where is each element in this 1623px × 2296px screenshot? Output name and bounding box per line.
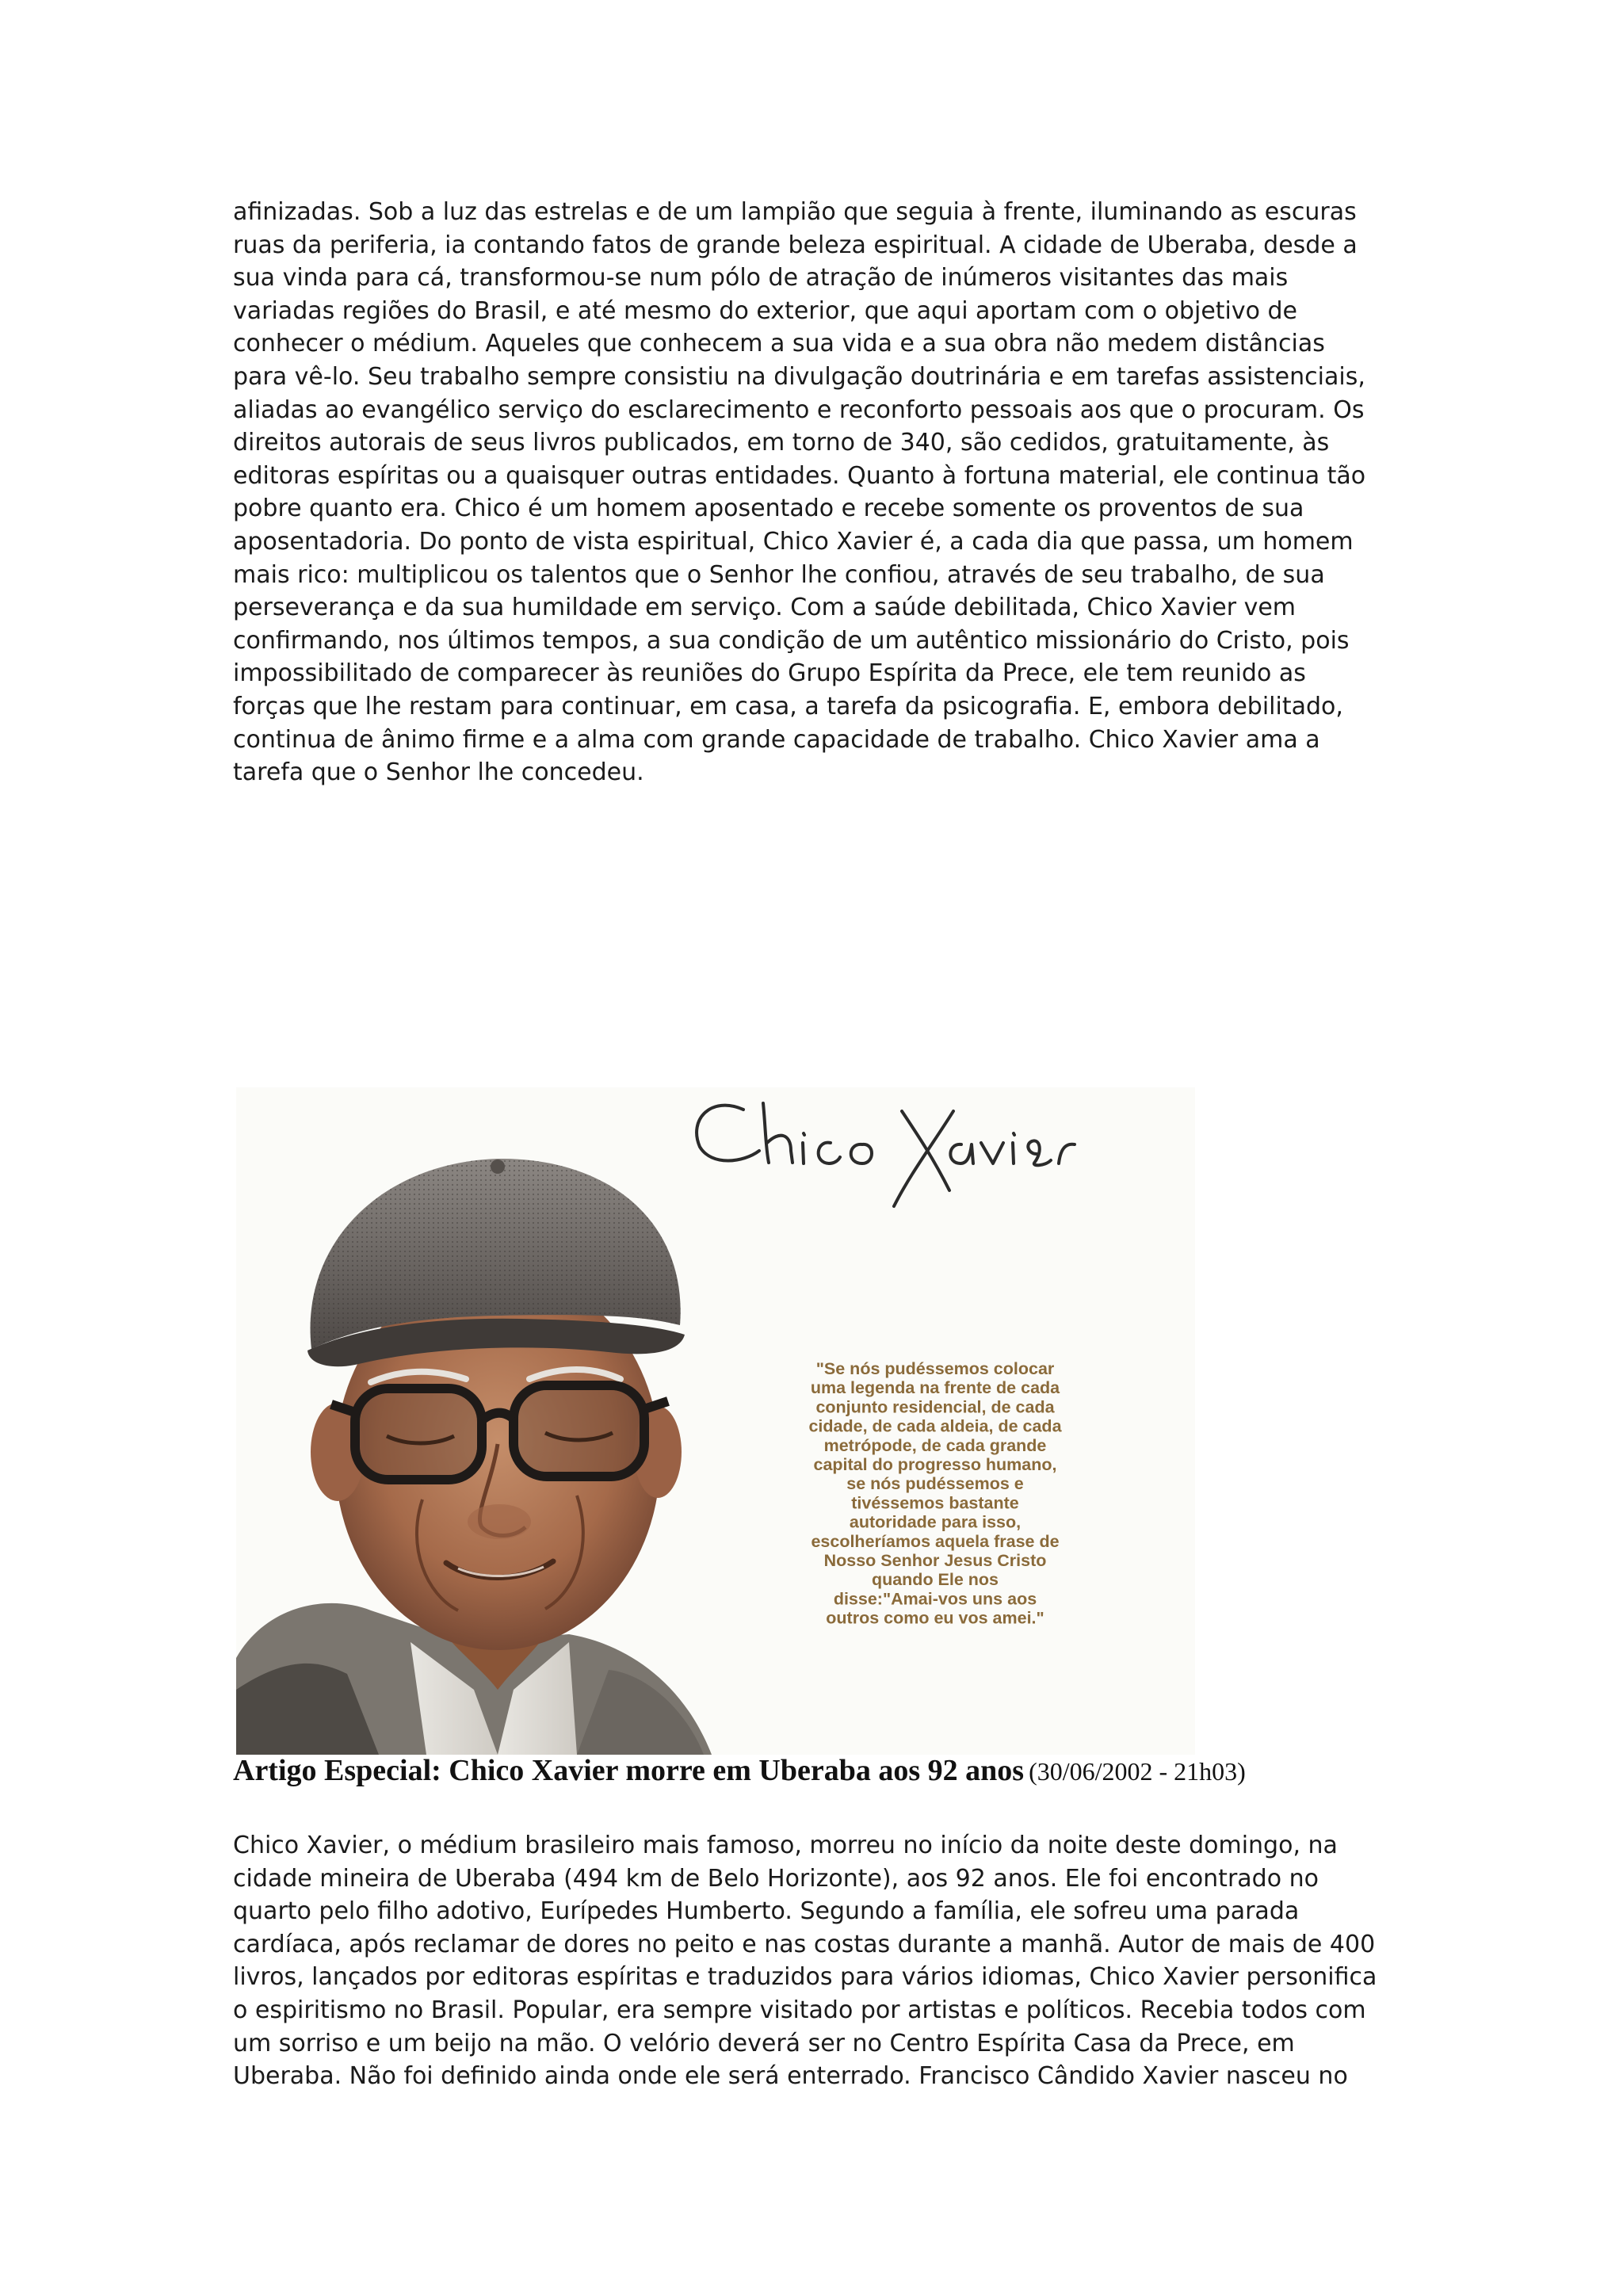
article-date: (30/06/2002 - 21h03)	[1029, 1757, 1246, 1786]
text-line: perseverança e da sua humildade em serviço. Com a saúde debilitada, Chico Xavier vem	[233, 594, 1296, 622]
text-line: cardíaca, após reclamar de dores no peito e nas costas durante a manhã. Autor de mais de 400	[233, 1930, 1376, 1958]
quote-line: disse:"Amai-vos uns aos	[833, 1589, 1037, 1609]
quote-line: conjunto residencial, de cada	[815, 1397, 1055, 1417]
quote-line: "Se nós pudéssemos colocar	[815, 1359, 1055, 1378]
text-line: direitos autorais de seus livros publicados, em torno de 340, são cedidos, gratuitamente, às	[233, 429, 1330, 457]
article-paragraph-top	[233, 196, 1398, 789]
text-line: Uberaba. Não foi definido ainda onde ele será enterrado. Francisco Cândido Xavier nasceu no	[233, 2062, 1348, 2091]
text-line: afinizadas. Sob a luz das estrelas e de um lampião que seguia à frente, iluminando as escuras	[233, 198, 1357, 226]
text-line: cidade mineira de Uberaba (494 km de Belo Horizonte), aos 92 anos. Ele foi encontrado no	[233, 1864, 1319, 1893]
quote-line: escolheríamos aquela frase de	[811, 1531, 1060, 1551]
article-title: Artigo Especial: Chico Xavier morre em Uberaba aos 92 anos	[233, 1754, 1025, 1787]
text-line: um sorriso e um beijo na mão. O velório deverá ser no Centro Espírita Casa da Prece, em	[233, 2029, 1295, 2057]
quote-line: outros como eu vos amei."	[826, 1608, 1044, 1628]
text-line: confirmando, nos últimos tempos, a sua condição de um autêntico missionário do Cristo, pois	[233, 626, 1350, 655]
text-line: mais rico: multiplicou os talentos que o Senhor lhe confiou, através de seu trabalho, de sua	[233, 560, 1325, 589]
text-line: livros, lançados por editoras espíritas e traduzidos para vários idiomas, Chico Xavier personifica	[233, 1963, 1377, 1992]
article-heading	[233, 1753, 1422, 1788]
text-line: aposentadoria. Do ponto de vista espiritual, Chico Xavier é, a cada dia que passa, um homem	[233, 527, 1354, 556]
text-line: conhecer o médium. Aqueles que conhecem a sua vida e a sua obra não medem distâncias	[233, 330, 1325, 358]
quote-line: uma legenda na frente de cada	[810, 1378, 1060, 1398]
text-line: Chico Xavier, o médium brasileiro mais famoso, morreu no início da noite deste domingo, na	[233, 1832, 1338, 1859]
text-line: impossibilitado de comparecer às reuniões do Grupo Espírita da Prece, ele tem reunido as	[233, 659, 1306, 688]
text-line: para vê-lo. Seu trabalho sempre consistiu na divulgação doutrinária e em tarefas assistenciais,	[233, 362, 1365, 391]
text-line: sua vinda para cá, transformou-se num pólo de atração de inúmeros visitantes das mais	[233, 264, 1289, 292]
text-line: forças que lhe restam para continuar, em casa, a tarefa da psicografia. E, embora debilitado,	[233, 692, 1343, 720]
text-line: variadas regiões do Brasil, e até mesmo do exterior, que aqui aportam com o objetivo de	[233, 296, 1298, 325]
chico-xavier-photo	[236, 1087, 1195, 1755]
text-line: quarto pelo filho adotivo, Eurípedes Humberto. Segundo a família, ele sofreu uma parada	[233, 1897, 1300, 1926]
quote-line: Nosso Senhor Jesus Cristo	[823, 1551, 1047, 1570]
quote-line: autoridade para isso,	[849, 1512, 1022, 1532]
quote-line: metrópode, de cada grande	[823, 1435, 1047, 1455]
text-line: editoras espíritas ou a quaisquer outras entidades. Quanto à fortuna material, ele continua tão	[233, 461, 1366, 490]
text-line: ruas da periferia, ia contando fatos de grande beleza espiritual. A cidade de Uberaba, desde a	[233, 231, 1358, 259]
quote-line: tivéssemos bastante	[851, 1493, 1019, 1513]
quote-line: cidade, de cada aldeia, de cada	[808, 1416, 1062, 1436]
text-line: continua de ânimo firme e a alma com grande capacidade de trabalho. Chico Xavier ama a	[233, 725, 1320, 754]
text-line: o espiritismo no Brasil. Popular, era sempre visitado por artistas e políticos. Recebia todos com	[233, 1996, 1366, 2024]
text-line: aliadas ao evangélico serviço do esclarecimento e reconforto pessoais aos que o procuram. Os	[233, 395, 1365, 424]
quote-line: se nós pudéssemos e	[846, 1474, 1024, 1494]
text-line: pobre quanto era. Chico é um homem aposentado e recebe somente os proventos de sua	[233, 495, 1304, 523]
quote-line: capital do progresso humano,	[813, 1455, 1057, 1474]
quote-line: quando Ele nos	[871, 1570, 999, 1590]
text-line: tarefa que o Senhor lhe concedeu.	[233, 758, 644, 787]
article-paragraph-bottom	[233, 1829, 1398, 2093]
